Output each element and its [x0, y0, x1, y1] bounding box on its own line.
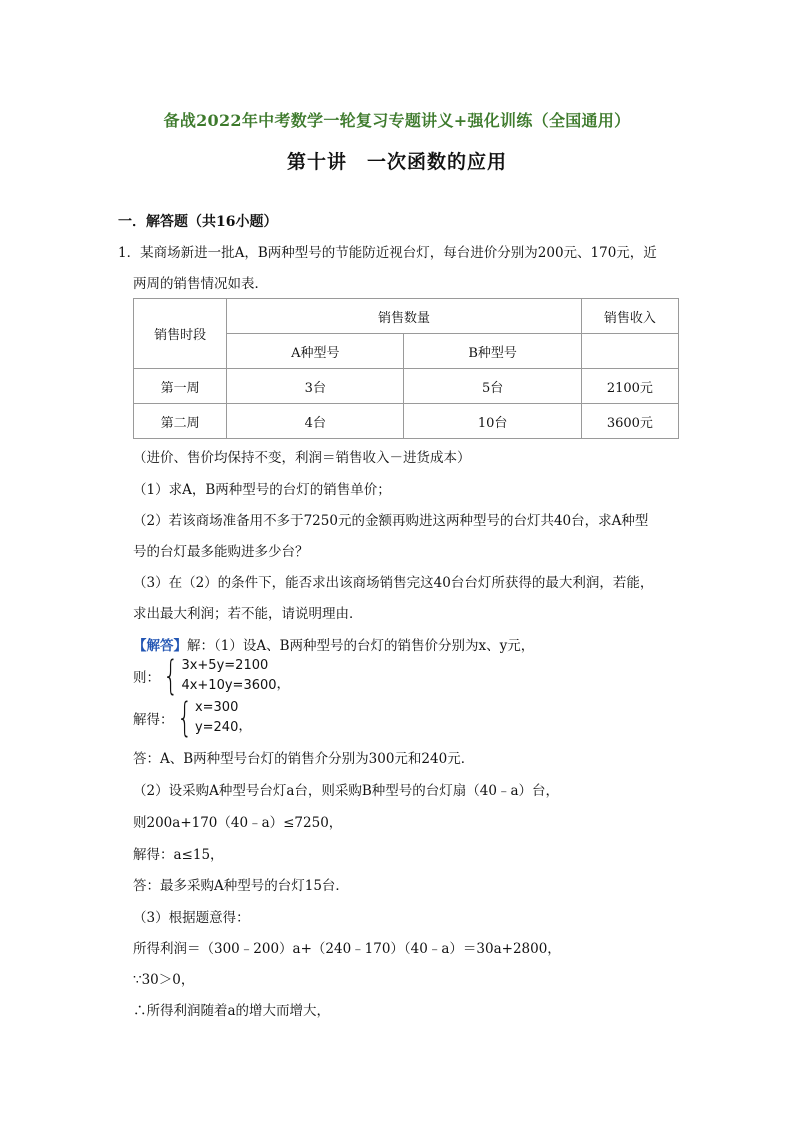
- equation-1b: 4x+10y=3600: [181, 678, 277, 693]
- solution-step-1: 解：（1）设A、B两种型号的台灯的销售价分别为x、y元，: [187, 638, 535, 654]
- cell-period: 第一周: [134, 369, 227, 404]
- left-brace: {: [176, 695, 192, 741]
- section-heading: 一．解答题（共16小题）: [118, 214, 278, 230]
- solution-3-line-1: （3）根据题意得：: [133, 910, 250, 926]
- problem-stem-line-2: 两周的销售情况如表．: [133, 276, 268, 292]
- solution-intro: [133, 634, 534, 654]
- solution-3-line-4: ∴所得利润随着a的增大而增大，: [133, 1003, 331, 1019]
- cell-type-a: 3台: [227, 369, 404, 404]
- sales-table: [133, 298, 679, 439]
- solution-2-line-1: （2）设采购A种型号台灯a台，则采购B种型号的台灯扇（40﹣a）台，: [133, 783, 560, 799]
- question-3-line-1: （3）在（2）的条件下，能否求出该商场销售完这40台台灯所获得的最大利润，若能，: [133, 575, 654, 591]
- equation-system-2: [133, 695, 252, 741]
- equation-2b: y=240: [194, 720, 239, 735]
- question-1: （1）求A，B两种型号的台灯的销售单价；: [133, 482, 391, 498]
- question-2-line-2: 号的台灯最多能购进多少台？: [133, 544, 309, 560]
- cell-type-a: 4台: [227, 404, 404, 439]
- equation-system-1: [133, 653, 291, 699]
- header-income: 销售收入: [581, 299, 678, 334]
- table-row: [134, 369, 679, 404]
- cell-period: 第二周: [134, 404, 227, 439]
- cell-type-b: 10台: [404, 404, 581, 439]
- cell-income: 2100元: [581, 369, 678, 404]
- equation-1a: 3x+5y=2100: [181, 658, 269, 673]
- cell-income: 3600元: [581, 404, 678, 439]
- answer-2: 答：最多采购A种型号的台灯15台．: [133, 878, 349, 894]
- header-income-empty: [581, 334, 678, 369]
- problem-stem-text: 某商场新进一批A，B两种型号的节能防近视台灯，每台进价分别为200元、170元，近: [140, 245, 657, 261]
- problem-number: 1．: [118, 245, 141, 261]
- header-quantity: 销售数量: [227, 299, 582, 334]
- problem-stem-line-1: [118, 241, 657, 261]
- equation-2a: x=300: [194, 700, 239, 715]
- solved-label: 解得：: [133, 712, 174, 728]
- answer-tag: 【解答】: [133, 638, 187, 654]
- solution-2-line-2: 则200a+170（40﹣a）≤7250，: [133, 815, 343, 831]
- header-type-a: A种型号: [227, 334, 404, 369]
- solution-3-line-3: ∵30＞0，: [133, 972, 195, 988]
- solution-3-line-2: 所得利润＝（300﹣200）a+（240﹣170）（40﹣a）＝30a+2800，: [133, 941, 561, 957]
- header-period: 销售时段: [134, 299, 227, 369]
- series-banner: 备战2022年中考数学一轮复习专题讲义+强化训练（全国通用）: [163, 111, 631, 130]
- solution-2-line-3: 解得：a≤15，: [133, 847, 224, 863]
- question-3-line-2: 求出最大利润；若不能，请说明理由．: [133, 606, 363, 622]
- header-type-b: B种型号: [404, 334, 581, 369]
- table-row: [134, 404, 679, 439]
- comma: ，: [238, 718, 252, 734]
- then-label: 则：: [133, 670, 160, 686]
- problem-note: （进价、售价均保持不变，利润＝销售收入－进货成本）: [133, 450, 471, 466]
- left-brace: {: [163, 653, 179, 699]
- answer-1: 答：A、B两种型号台灯的销售介分别为300元和240元．: [133, 751, 475, 767]
- question-2-line-1: （2）若该商场准备用不多于7250元的金额再购进这两种型号的台灯共40台，求A种型: [133, 513, 649, 529]
- cell-type-b: 5台: [404, 369, 581, 404]
- comma: ，: [276, 676, 291, 692]
- lecture-title: 第十讲 一次函数的应用: [286, 151, 507, 173]
